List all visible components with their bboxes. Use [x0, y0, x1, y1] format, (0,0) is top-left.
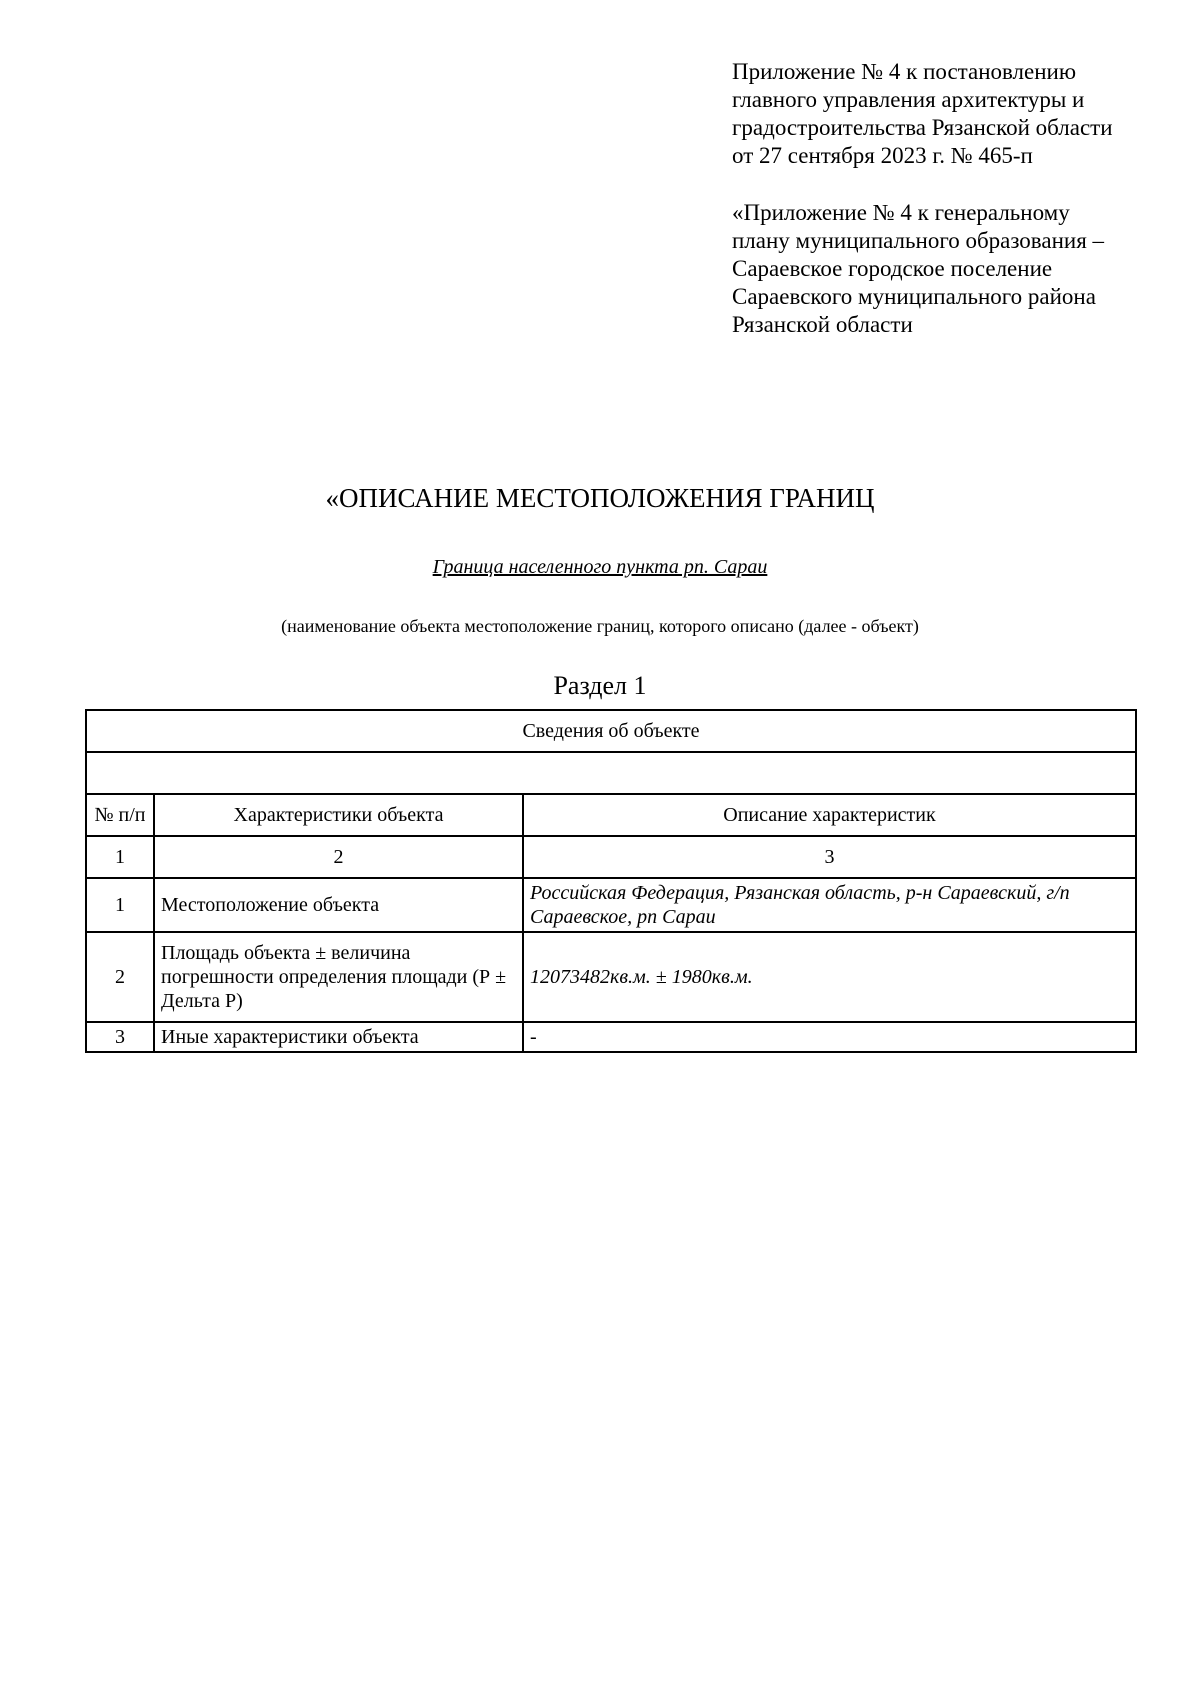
index-cell: 3	[523, 836, 1136, 878]
index-cell: 1	[86, 836, 154, 878]
appendix-plan-line: Сараевского муниципального района	[732, 284, 1096, 309]
row-number: 1	[86, 878, 154, 932]
appendix-header-line: главного управления архитектуры и	[732, 87, 1085, 112]
row-description: 12073482кв.м. ± 1980кв.м.	[523, 932, 1136, 1022]
appendix-plan-line: Рязанской области	[732, 312, 913, 337]
appendix-plan-line: Сараевское городское поселение	[732, 256, 1053, 281]
row-number: 2	[86, 932, 154, 1022]
appendix-header-line: Приложение № 4 к постановлению	[732, 59, 1077, 84]
table-index-row	[86, 836, 1136, 878]
row-characteristic: Местоположение объекта	[154, 878, 523, 932]
header-characteristic: Характеристики объекта	[154, 794, 523, 836]
document-title: «ОПИСАНИЕ МЕСТОПОЛОЖЕНИЯ ГРАНИЦ	[325, 483, 875, 513]
row-description: -	[523, 1022, 1136, 1052]
table-row	[86, 878, 1136, 932]
table-row	[86, 932, 1136, 1022]
table-row	[86, 1022, 1136, 1052]
row-number: 3	[86, 1022, 154, 1052]
row-characteristic: Иные характеристики объекта	[154, 1022, 523, 1052]
appendix-header-line: градостроительства Рязанской области	[732, 115, 1113, 140]
index-cell: 2	[154, 836, 523, 878]
appendix-header-line: от 27 сентября 2023 г. № 465-п	[732, 143, 1033, 168]
table-header-row	[86, 794, 1136, 836]
empty-cell	[86, 752, 1136, 794]
row-characteristic: Площадь объекта ± величина погрешности определения площади (Р ± Дельта Р)	[154, 932, 523, 1022]
appendix-plan	[732, 199, 1172, 339]
section-title: Раздел 1	[553, 671, 647, 700]
table-caption-row	[86, 710, 1136, 752]
header-description: Описание характеристик	[523, 794, 1136, 836]
object-caption: (наименование объекта местоположение границ, которого описано (далее - объект)	[281, 616, 919, 636]
table-empty-row	[86, 752, 1136, 794]
object-info-table	[85, 709, 1137, 1053]
row-description: Российская Федерация, Рязанская область, р-н Сараевский, г/п Сараевское, рп Сараи	[523, 878, 1136, 932]
appendix-plan-line: плану муниципального образования –	[732, 228, 1105, 253]
header-number: № п/п	[86, 794, 154, 836]
appendix-plan-line: «Приложение № 4 к генеральному	[732, 200, 1070, 225]
object-name: Граница населенного пункта рп. Сараи	[432, 556, 768, 578]
appendix-header	[732, 58, 1172, 170]
table-caption: Сведения об объекте	[86, 710, 1136, 752]
